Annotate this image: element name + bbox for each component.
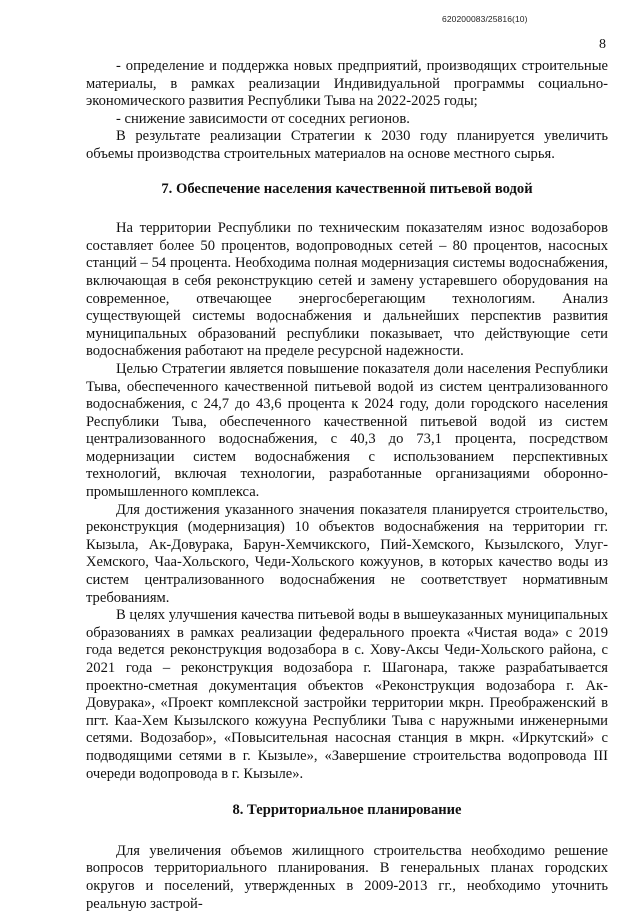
section-7-paragraph-1: На территории Республики по техническим показателям износ водозаборов составляет более 50 процентов, водопроводных сетей – 80 процентов, насосных станций – 54 процента. Необходима полная модернизация системы водоснабжения, включающая в себя реконструкцию сетей и замену устаревшего оборудования на современное, отвечающее энергосберегающим технологиям. Анализ существующей системы водоснабжения и дальнейших перспектив развития муниципальных образований республики показывает, что действующие сети водоснабжения работают на пределе ресурсной надежности.	[86, 220, 608, 360]
section-8-paragraph-1: Для увеличения объемов жилищного строительства необходимо решение вопросов территориального планирования. В генеральных планах городских округов и поселений, утвержденных в 2009-2013 гг., необходимо уточнить реальную застрой-	[86, 842, 608, 912]
section-7-heading: 7. Обеспечение населения качественной питьевой водой	[161, 180, 533, 197]
section-7-paragraph-4: В целях улучшения качества питьевой воды в вышеуказанных муниципальных образованиях в рамках реализации федерального проекта «Чистая вода» с 2019 года ведется реконструкция водозабора в с. Хову-Аксы Чеди-Хольского района, с 2021 года – реконструкция водозабора г. Шагонара, также разрабатывается проектно-сметная документация объектов «Реконструкция водозабора г. Ак-Довурака», «Проект комплексной застройки территории мкрн. Преображенский в пгт. Каа-Хем Кызылского кожууна Республики Тыва с наружными инженерными сетями. Водозабор», «Повысительная насосная станция в мкрн. «Иркутский» с подводящими сетями в г. Кызыле», «Завершение строительства водопровода III очереди водопровода в г. Кызыле».	[86, 607, 608, 782]
intro-paragraph-3: В результате реализации Стратегии к 2030 году планируется увеличить объемы производства строительных материалов на основе местного сырья.	[86, 128, 608, 162]
section-8-heading: 8. Территориальное планирование	[232, 802, 462, 819]
document-body	[86, 58, 608, 913]
intro-paragraph-2: - снижение зависимости от соседних регионов.	[116, 110, 410, 127]
section-7-paragraph-3: Для достижения указанного значения показателя планируется строительство, реконструкция (модернизация) 10 объектов водоснабжения на территории гг. Кызыла, Ак-Довурака, Барун-Хемчикского, Пий-Хемского, Кызылского, Улуг-Хемского, Чаа-Хольского, Чеди-Хольского кожуунов, в которых качество воды из систем централизованного водоснабжения не соответствует нормативным требованиям.	[86, 501, 608, 606]
intro-paragraph-1: - определение и поддержка новых предприятий, производящих строительные материалы, в рамках реализации Индивидуальной программы социально-экономического развития Республики Тыва на 2022-2025 годы;	[86, 58, 608, 110]
page-number: 8	[599, 37, 606, 52]
section-7-paragraph-2: Целью Стратегии является повышение показателя доли населения Республики Тыва, обеспеченного качественной питьевой водой из систем централизованного водоснабжения, с 24,7 до 43,6 процента к 2024 году, доли городского населения Республики Тыва, обеспеченного качественной питьевой водой из систем централизованного водоснабжения, с 40,3 до 73,1 процента, посредством модернизации систем водоснабжения с использованием перспективных технологий, включая технологии, разработанные организациями оборонно-промышленного комплекса.	[86, 360, 608, 501]
document-code: 620200083/25816(10)	[442, 14, 528, 24]
